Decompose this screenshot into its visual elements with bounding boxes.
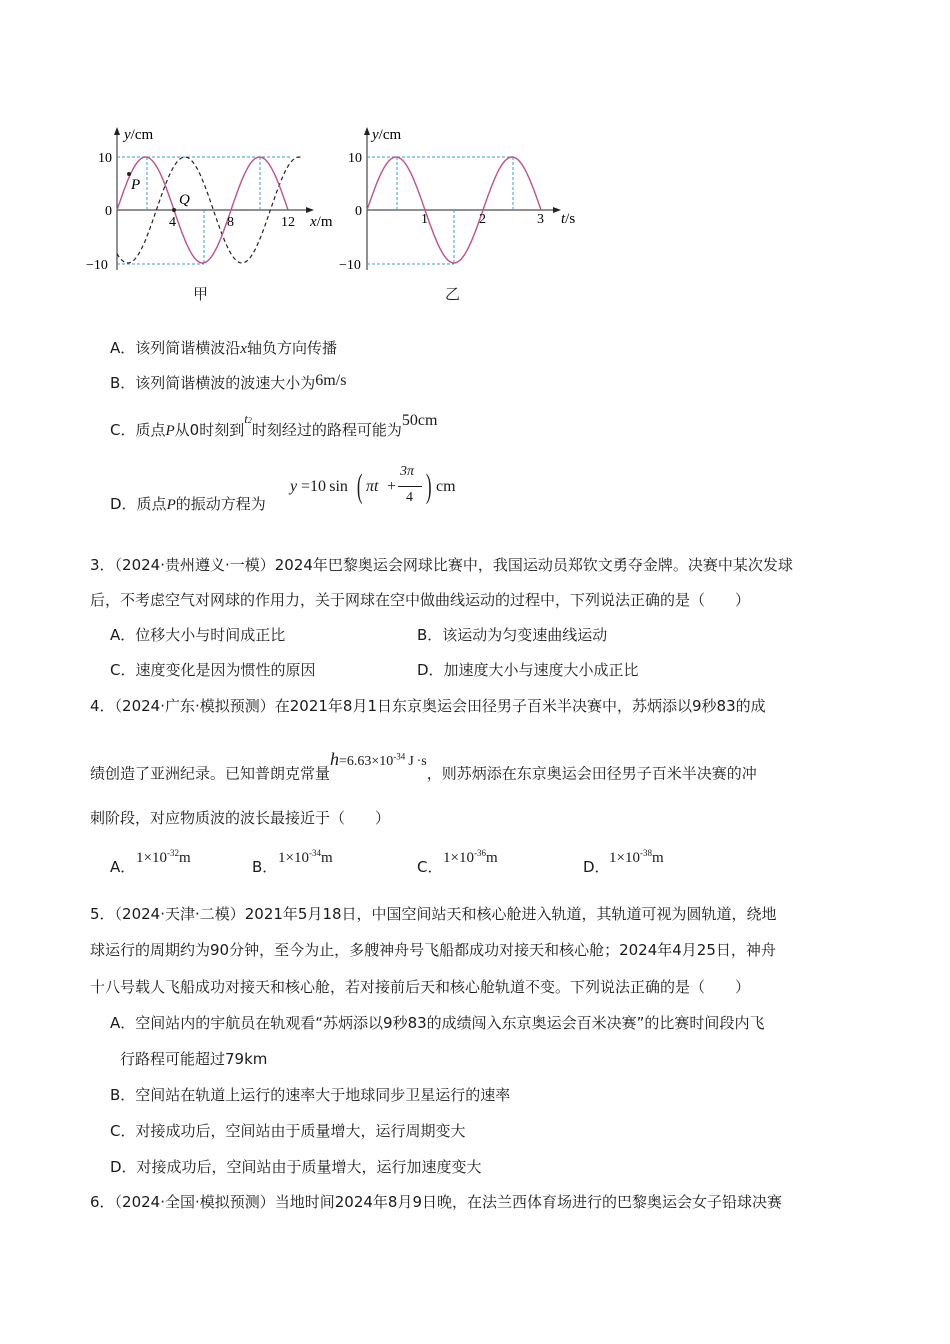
- yi-xlabel-var: t: [561, 211, 566, 227]
- yi-xtick-3: 3: [537, 212, 544, 227]
- jia-ytick-10: 10: [98, 151, 112, 166]
- q2-d-eq-plus: +: [387, 478, 397, 495]
- q4-b-letter: B．: [252, 858, 278, 876]
- q4-option-b[interactable]: [252, 843, 402, 876]
- yi-x-arrow: [553, 207, 561, 213]
- svg-text:y/cm: [122, 127, 153, 143]
- q4-stem-line3: 刺阶段，对应物质波的波长最接近于（ ）: [90, 809, 391, 827]
- q4-c-value: $1\times 10^{-36}m$: [443, 848, 498, 866]
- yi-xtick-2: 2: [479, 212, 486, 227]
- q3-option-b[interactable]: B．该运动为匀变速曲线运动: [417, 626, 608, 644]
- q4-b-value: $1\times 10^{-34}m$: [278, 848, 333, 866]
- jia-ylabel-unit: /cm: [130, 127, 154, 143]
- q2-d-eq-lparen: (: [356, 468, 363, 505]
- svg-text:t/s: [561, 211, 575, 227]
- yi-xlabel-unit: /s: [565, 211, 576, 227]
- q2-d-eq-rparen: ): [425, 468, 432, 505]
- figure-jia-caption: 甲: [193, 285, 209, 303]
- q2-d-suffix: 的振动方程为: [175, 495, 266, 513]
- jia-xlabel-unit: /m: [316, 214, 333, 230]
- jia-label-p: P: [131, 177, 141, 193]
- jia-ytick-0: 0: [105, 204, 112, 219]
- q2-c-var: P: [165, 423, 175, 439]
- jia-point-p: [127, 172, 131, 176]
- q4-line2-prefix: 绩创造了亚洲纪录。已知普朗克常量: [90, 764, 331, 783]
- q4-d-letter: D．: [583, 858, 610, 876]
- q4-h-var: h: [330, 748, 340, 769]
- q5-stem-line1: 5．（2024·天津·二模）2021年5月18日，中国空间站天和核心舱进入轨道，其轨道可视为圆轨道，绕地: [90, 905, 777, 923]
- q2-d-prefix: D．质点: [110, 495, 167, 513]
- q3-option-c[interactable]: C．速度变化是因为惯性的原因: [110, 661, 316, 679]
- jia-ytick-neg10: −10: [86, 258, 108, 273]
- jia-xtick-12: 12: [281, 215, 295, 230]
- svg-text:y/cm: [370, 127, 401, 143]
- q3-stem-line2: 后，不考虑空气对网球的作用力，关于网球在空中做曲线运动的过程中，下列说法正确的是（ ）: [90, 591, 751, 609]
- q5-option-c[interactable]: C．对接成功后，空间站由于质量增大，运行周期变大: [110, 1122, 466, 1140]
- q2-c-value: 50cm: [401, 412, 438, 429]
- q4-line2-suffix: ，则苏炳添在东京奥运会田径男子百米半决赛的冲: [426, 764, 757, 783]
- svg-text:x/m: [309, 214, 333, 230]
- q2-c-mid: 从0时刻到: [174, 421, 245, 439]
- q2-a-var: x: [240, 341, 247, 357]
- yi-ylabel-var: y: [372, 127, 379, 143]
- jia-ylabel-var: y: [124, 127, 131, 143]
- q3-option-d[interactable]: D．加速度大小与速度大小成正比: [417, 661, 639, 679]
- q2-d-eq-pit: πt: [366, 478, 379, 495]
- q2-c-prefix: C．质点: [110, 421, 166, 439]
- figure-yi: [337, 115, 587, 315]
- q4-stem-line1: 4．（2024·广东·模拟预测）在2021年8月1日东京奥运会田径男子百米半决赛中，苏炳添以9秒83的成: [90, 697, 766, 715]
- yi-xtick-1: 1: [421, 212, 428, 227]
- q2-a-prefix: A．该列简谐横波沿: [110, 339, 241, 357]
- q4-c-letter: C．: [417, 858, 443, 876]
- q2-a-suffix: 轴负方向传播: [246, 339, 337, 357]
- q2-c-sub: 2: [247, 416, 252, 425]
- q3-stem-line1: 3．（2024·贵州遵义·一模）2024年巴黎奥运会网球比赛中，我国运动员郑钦文勇夺金牌。决赛中某次发球: [90, 556, 793, 574]
- q5-stem-line2: 球运行的周期约为90分钟，至今为止，多艘神舟号飞船都成功对接天和核心舱；2024年4月25日，神舟: [90, 941, 776, 959]
- q6-stem-line1: 6．（2024·全国·模拟预测）当地时间2024年8月9日晚，在法兰西体育场进行的巴黎奥运会女子铅球决赛: [90, 1193, 783, 1211]
- q4-h-value: =6.63×10: [339, 753, 394, 769]
- jia-xlabel-var: x: [310, 214, 317, 230]
- yi-ytick-neg10: −10: [339, 258, 361, 273]
- yi-ytick-10: 10: [348, 151, 362, 166]
- yi-ytick-0: 0: [355, 204, 362, 219]
- q2-b-prefix: B．该列简谐横波的波速大小为: [110, 374, 316, 392]
- q2-option-c[interactable]: [110, 411, 438, 443]
- q4-h-unit: J ·s: [408, 753, 427, 769]
- q2-d-eq-mid: =10 sin: [301, 478, 348, 495]
- jia-y-arrow: [114, 127, 120, 135]
- q2-d-eq-lhs: y: [290, 478, 298, 495]
- q5-option-a-line2[interactable]: 行路程可能超过79km: [120, 1050, 268, 1068]
- q2-d-var: P: [166, 497, 176, 513]
- q2-c-time: t2: [244, 411, 252, 426]
- q2-option-a[interactable]: [110, 338, 337, 359]
- q2-d-eq-num: 3π: [400, 464, 415, 479]
- q2-b-value: 6m/s: [315, 372, 347, 389]
- q4-option-d[interactable]: [583, 843, 733, 876]
- jia-x-arrow: [306, 207, 314, 213]
- jia-xtick-4: 4: [169, 215, 176, 230]
- figure-yi-caption: 乙: [445, 285, 461, 303]
- q4-a-value: $1\times 10^{-32}m$: [136, 848, 191, 866]
- figure-jia: [86, 115, 333, 315]
- q5-option-a-line1[interactable]: A．空间站内的宇航员在轨观看“苏炳添以9秒83的成绩闯入东京奥运会百米决赛”的比赛时间段内飞: [110, 1014, 765, 1032]
- q4-a-letter: A．: [110, 858, 136, 876]
- q4-stem-line2: [90, 748, 757, 786]
- q4-option-a[interactable]: [110, 843, 260, 876]
- q4-option-c[interactable]: [417, 843, 567, 876]
- q3-option-a[interactable]: A．位移大小与时间成正比: [110, 626, 286, 644]
- q2-option-d-label[interactable]: [110, 494, 266, 515]
- jia-label-q: Q: [179, 192, 190, 208]
- q2-d-eq-unit: cm: [436, 478, 456, 495]
- q2-c-suffix: 时刻经过的路程可能为: [251, 421, 402, 439]
- jia-xtick-8: 8: [227, 215, 234, 230]
- q2-option-b[interactable]: [110, 373, 346, 394]
- jia-point-q: [172, 208, 176, 212]
- yi-ylabel-unit: /cm: [378, 127, 402, 143]
- q4-planck: [330, 748, 427, 769]
- q5-option-d[interactable]: D．对接成功后，空间站由于质量增大，运行加速度变大: [110, 1158, 482, 1176]
- q2-d-eq-fracbar: [398, 486, 422, 487]
- q4-h-exp: -34: [393, 751, 406, 761]
- q4-d-value: $1\times 10^{-38}m$: [609, 848, 664, 866]
- q5-option-b[interactable]: B．空间站在轨道上运行的速率大于地球同步卫星运行的速率: [110, 1086, 511, 1104]
- yi-y-arrow: [364, 127, 370, 135]
- q5-stem-line3: 十八号载人飞船成功对接天和核心舱，若对接前后天和核心舱轨道不变。下列说法正确的是（ ）: [90, 978, 751, 996]
- q2-d-eq-den: 4: [406, 490, 413, 505]
